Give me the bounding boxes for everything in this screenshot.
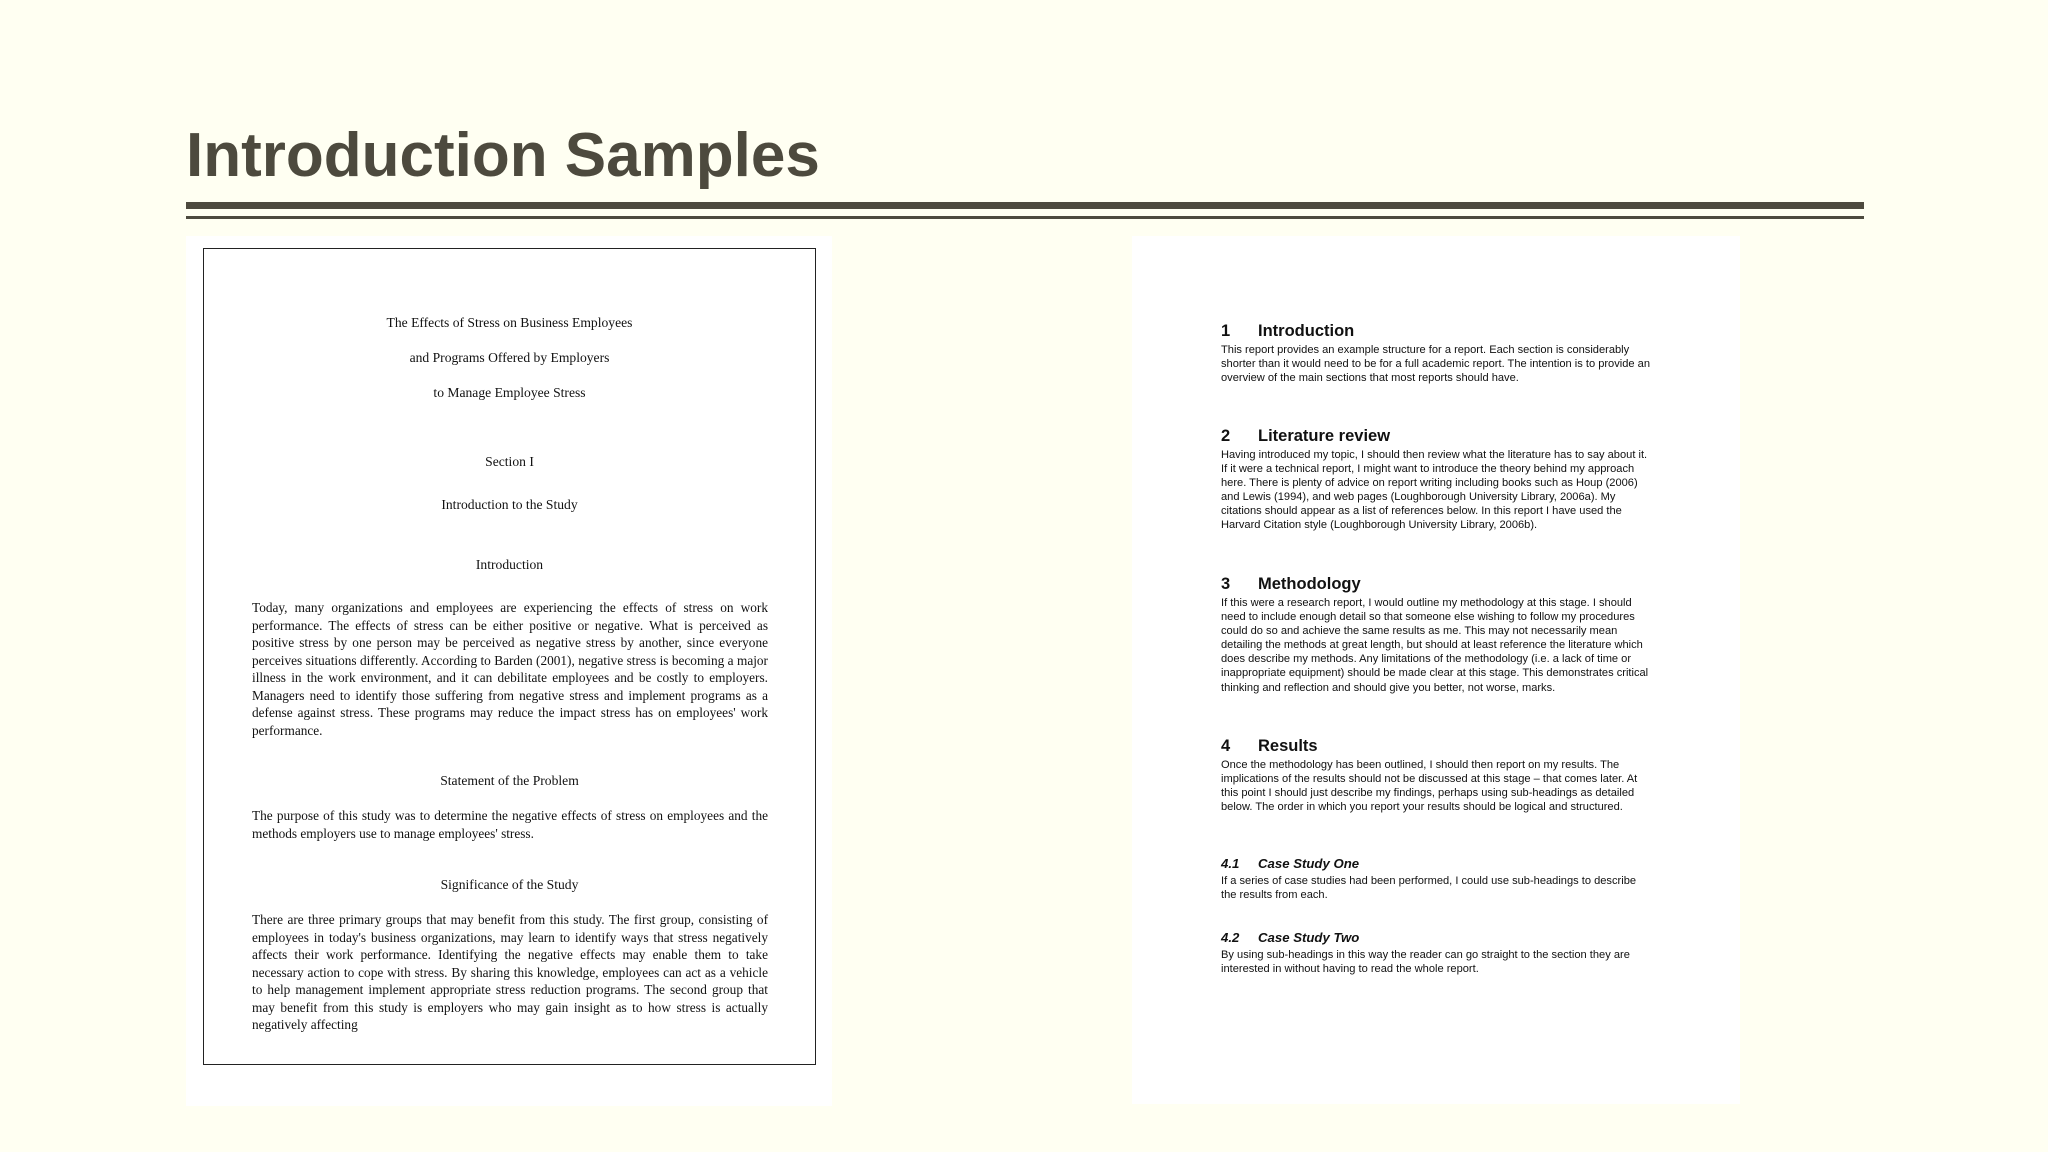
intro-heading: Introduction	[475, 557, 544, 572]
report-section-text: Having introduced my topic, I should then review what the literature has to say about it. If it were a technical report, I might want to introduce the theory behind my approach here. There is plenty of advice on report writing including books such as Houp (2006) and Lewis (1994), and web pages (Loughborough University Library, 2006a). My citations should appear as a list of references below. In this report I have used the Harvard Citation style (Loughborough University Library, 2006b).	[1221, 449, 1648, 532]
intro-paragraph: Today, many organizations and employees are experiencing the effects of stress on work performance. The effects of stress can be either positive or negative. What is perceived as positive stress by one person may be perceived as negative stress by another, since everyone perceives situations differently. According to Barden (2001), negative stress is becoming a major illness in the work environment, and it can debilitate employees and be costly to employers. Managers need to identify those suffering from negative stress and implement programs as a defense against stress. These programs may reduce the impact stress has on employees' work performance.	[252, 600, 768, 738]
report-section-text: This report provides an example structure for a report. Each section is considerably shorter than it would need to be for a full academic report. The intention is to provide an overview of the main sections that most reports should have.	[1221, 344, 1651, 385]
report-subsection-heading: 4.2 Case Study Two	[1221, 930, 1360, 945]
significance-paragraph: There are three primary groups that may benefit from this study. The first group, consisting of employees in today's business organizations, may learn to identify ways that stress negatively affects their work performance. Identifying the negative effects may enable them to take necessary action to cope with stress. By sharing this knowledge, employees can act as a vehicle to help management implement appropriate stress reduction programs. The second group that may benefit from this study is employers who may gain insight as to how stress is actually negatively affecting	[252, 912, 768, 1032]
report-section-text: If this were a research report, I would outline my methodology at this stage. I should need to include enough detail so that someone else wishing to follow my procedures could do so and achieve the same results as me. This may not necessarily mean detailing the methods at great length, but should at least reference the literature which does describe my methods. Any limitations of the methodology (i.e. a lack of time or inappropriate equipment) should be made clear at this stage. This demonstrates critical thinking and reflection and should give you better, not worse, marks.	[1221, 597, 1649, 694]
problem-paragraph: The purpose of this study was to determine the negative effects of stress on employees and the methods employers use to manage employees' stress.	[252, 808, 768, 841]
slide-title: Introduction Samples	[186, 121, 820, 190]
report-section	[1221, 321, 1651, 385]
report-section-heading: 4 Results	[1221, 737, 1318, 755]
report-subsection-text: If a series of case studies had been performed, I could use sub-headings to describe the results from each.	[1221, 875, 1637, 902]
report-section	[1221, 426, 1651, 533]
report-section-heading: 2 Literature review	[1221, 427, 1391, 445]
report-section	[1221, 736, 1651, 814]
sample-page-frame	[203, 248, 816, 1065]
report-section-text: Once the methodology has been outlined, I should then report on my results. The implications of the results should not be discussed at this stage – that comes later. At this point I should just describe my findings, perhaps using sub-headings as detailed below. The order in which you report your results should be logical and structured.	[1221, 759, 1638, 814]
paper-title-line-2: and Programs Offered by Employers	[409, 350, 610, 365]
paper-title-line-1: The Effects of Stress on Business Employees	[386, 315, 633, 330]
report-subsection-text: By using sub-headings in this way the reader can go straight to the section they are interested in without having to read the whole report.	[1221, 949, 1630, 976]
report-section-heading: 3 Methodology	[1221, 575, 1361, 593]
report-section-heading: 1 Introduction	[1221, 322, 1355, 340]
report-section	[1221, 574, 1651, 695]
paper-title-line-3: to Manage Employee Stress	[433, 385, 586, 400]
report-subsection	[1221, 855, 1651, 902]
significance-heading: Significance of the Study	[440, 877, 579, 892]
section-number: Section I	[485, 454, 534, 469]
title-rule-thin	[186, 216, 1864, 219]
sample-apa-introduction	[186, 236, 832, 1106]
sample-report-introduction	[1132, 236, 1740, 1104]
problem-heading: Statement of the Problem	[440, 773, 579, 788]
title-rule-thick	[186, 202, 1864, 209]
section-title: Introduction to the Study	[441, 497, 578, 512]
report-subsection-heading: 4.1 Case Study One	[1221, 856, 1360, 871]
report-subsection	[1221, 929, 1651, 976]
